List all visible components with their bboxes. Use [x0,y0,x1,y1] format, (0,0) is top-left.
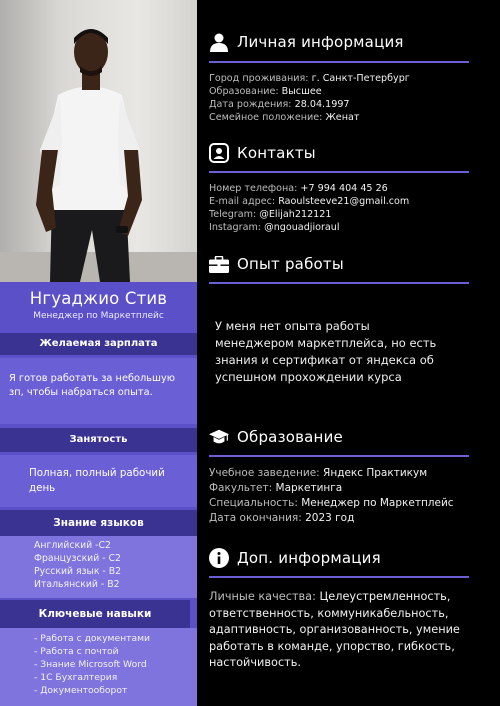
language-item: Английский -С2 [34,540,111,551]
education-row [209,466,499,481]
personal-row [209,85,499,98]
row-value: 28.04.1997 [291,99,350,110]
experience-line: менеджером маркетплейса, но есть [215,336,437,350]
education-rows [209,466,499,526]
skill-item: - Работа с почтой [34,646,119,657]
telegram-value: @Elijah212121 [256,209,332,220]
personal-rows [209,72,499,124]
languages-list [34,539,121,591]
personal-row [209,72,499,85]
languages-title: Знание языков [0,510,197,536]
education-header [209,427,343,447]
employment-line: Полная, полный рабочий [29,467,165,479]
experience-text [215,318,436,386]
phone-value: +7 994 404 45 26 [297,183,388,194]
person-figure [0,0,197,282]
row-value: Высшее [278,86,322,97]
profile-photo [0,0,197,282]
contact-row [209,195,499,208]
row-value: Целеустремленность, [315,590,451,603]
extra-title: Доп. информация [237,549,381,567]
row-value: г. Санкт-Петербург [308,73,410,84]
contacts-header [209,143,316,163]
extra-line: работать в команде, упорство, гибкость, [209,639,455,653]
row-label: Факультет: [209,482,273,494]
employment-panel [0,455,197,507]
name-block [0,282,197,328]
row-label: E-mail адрес: [209,196,276,207]
row-label: Telegram: [209,209,257,220]
contact-icon [209,143,229,163]
row-value: Менеджер по Маркетплейс [297,497,454,509]
extra-line [209,589,499,606]
row-label: Семейное положение: [209,112,323,123]
instagram-value: @ngouadjioraul [261,222,340,233]
job-title: Менеджер по Маркетплейс [33,311,164,321]
section-divider [209,171,469,173]
section-divider [209,61,469,63]
extra-line: адаптивность, организованность, умение [209,623,460,636]
row-label: Специальность: [209,497,298,509]
experience-header [209,254,344,274]
section-divider [209,282,469,284]
skills-title: Ключевые навыки [0,600,190,628]
main-content [197,0,500,706]
extra-header [209,548,381,568]
row-value: Яндекс Практикум [319,467,428,479]
skills-list [34,632,150,697]
section-divider [209,455,469,457]
row-value: 2023 год [301,512,355,524]
personal-row [209,98,499,111]
salary-title: Желаемая зарплата [0,333,197,355]
row-label: Учебное заведение: [209,467,320,479]
row-label: Дата рождения: [209,99,292,110]
extra-line: настойчивость. [209,656,301,669]
experience-title: Опыт работы [237,255,344,273]
full-name: Нгуаджио Стив [29,289,168,308]
language-item: Итальянский - В2 [34,579,120,590]
row-value: Маркетинга [272,482,343,494]
language-item: Французский - С2 [34,553,121,564]
contact-row [209,221,499,234]
row-label: Образование: [209,86,279,97]
row-value: Женат [322,112,360,123]
skill-item: - 1С Бухгалтерия [34,672,118,683]
briefcase-icon [209,254,229,274]
contact-row [209,208,499,221]
language-item: Русский язык - В2 [34,566,122,577]
education-title: Образование [237,428,343,446]
personal-header [209,32,404,52]
sidebar [0,0,197,706]
education-row [209,496,499,511]
contacts-rows [209,182,499,234]
salary-panel [0,358,197,424]
personal-title: Личная информация [237,33,404,51]
row-label: Номер телефона: [209,183,298,194]
contacts-title: Контакты [237,144,316,162]
education-row [209,511,499,526]
experience-line: успешном прохождении курса [215,370,402,384]
skill-item: - Знание Microsoft Word [34,659,147,670]
education-row [209,481,499,496]
salary-line: Я готов работать за небольшую [9,373,176,384]
graduation-cap-icon [209,427,229,447]
email-value: Raoulsteeve21@gmail.com [275,196,410,207]
person-icon [209,32,229,52]
contact-row [209,182,499,195]
row-label: Дата окончания: [209,512,302,524]
skill-item: - Работа с документами [34,633,151,644]
info-icon [209,548,229,568]
row-label: Город проживания: [209,73,309,84]
section-divider [209,576,469,578]
extra-text [209,589,499,672]
row-label: Личные качества: [209,590,316,603]
employment-line: день [29,482,56,494]
skill-item: - Документооборот [34,685,128,696]
personal-row [209,111,499,124]
experience-line: У меня нет опыта работы [215,319,370,333]
employment-title: Занятость [0,428,197,452]
row-label: Instagram: [209,222,262,233]
salary-line: зп, чтобы набраться опыта. [9,387,153,398]
experience-line: знания и сертификат от яндекса об [215,353,434,367]
extra-line: ответственность, коммуникабельность, [209,606,449,620]
